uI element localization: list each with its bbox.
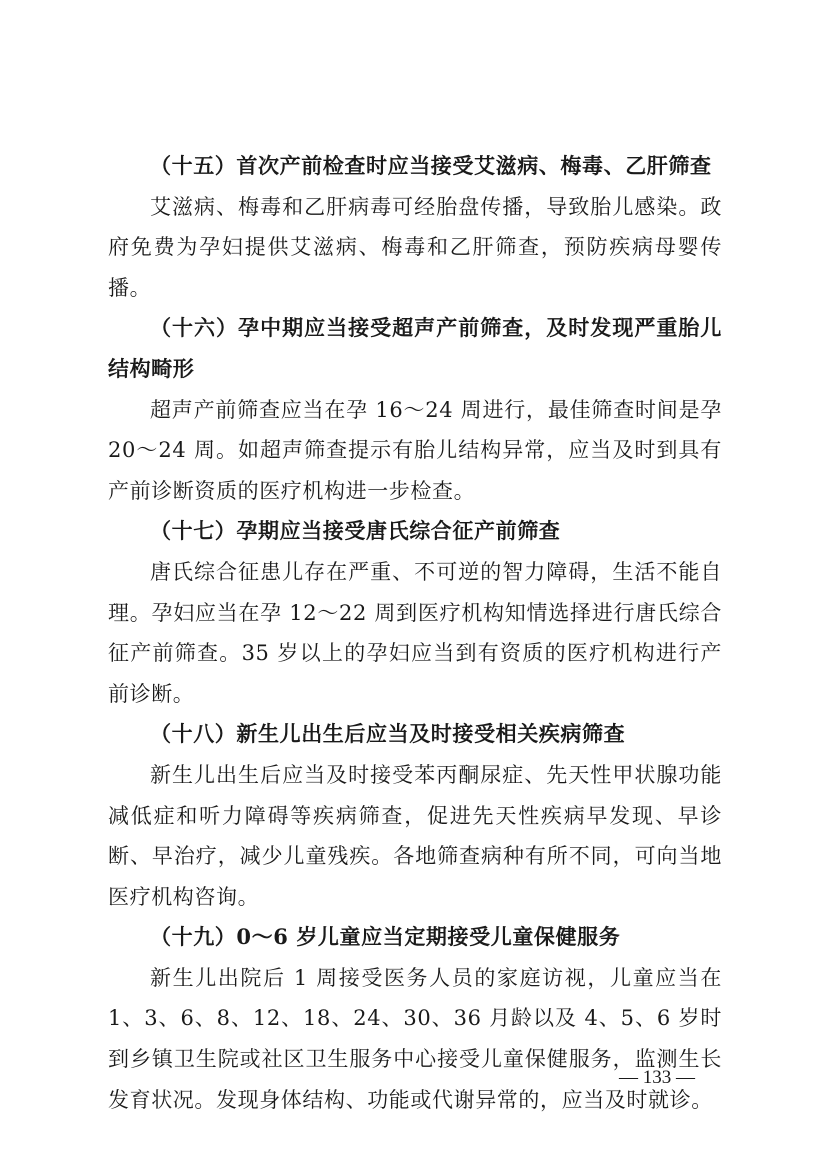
section-heading-18: （十八）新生儿出生后应当及时接受相关疾病筛查 [150, 721, 626, 747]
paragraph-17: 唐氏综合征患儿存在严重、不可逆的智力障碍，生活不能自理。孕妇应当在孕 12～22 周到医疗机构知情选择进行唐氏综合征产前筛查。35 岁以上的孕妇应当到有资质的医疗机构进行产前诊断。 [108, 559, 722, 706]
paragraph-15: 艾滋病、梅毒和乙肝病毒可经胎盘传播，导致胎儿感染。政府免费为孕妇提供艾滋病、梅毒和乙肝筛查，预防疾病母婴传播。 [108, 194, 722, 300]
section-heading-17: （十七）孕期应当接受唐氏综合征产前筛查 [150, 518, 561, 544]
paragraph-19: 新生儿出院后 1 周接受医务人员的家庭访视，儿童应当在 1、3、6、8、12、18、24、30、36 月龄以及 4、5、6 岁时到乡镇卫生院或社区卫生服务中心接受儿童保健服务，监测生长发育状况。发现身体结构、功能或代谢异常的，应当及时就诊。 [108, 965, 722, 1112]
page-number: — 133 — [619, 1067, 695, 1088]
paragraph-18: 新生儿出生后应当及时接受苯丙酮尿症、先天性甲状腺功能减低症和听力障碍等疾病筛查，促进先天性疾病早发现、早诊断、早治疗，减少儿童残疾。各地筛查病种有所不同，可向当地医疗机构咨询。 [108, 762, 722, 909]
section-heading-16: （十六）孕中期应当接受超声产前筛查，及时发现严重胎儿结构畸形 [108, 315, 722, 381]
section-heading-19: （十九）0～6 岁儿童应当定期接受儿童保健服务 [150, 924, 621, 950]
document-body [108, 146, 722, 1120]
paragraph-16: 超声产前筛查应当在孕 16～24 周进行，最佳筛查时间是孕 20～24 周。如超声筛查提示有胎儿结构异常，应当及时到具有产前诊断资质的医疗机构进一步检查。 [108, 397, 722, 503]
section-heading-15: （十五）首次产前检查时应当接受艾滋病、梅毒、乙肝筛查 [150, 153, 712, 178]
